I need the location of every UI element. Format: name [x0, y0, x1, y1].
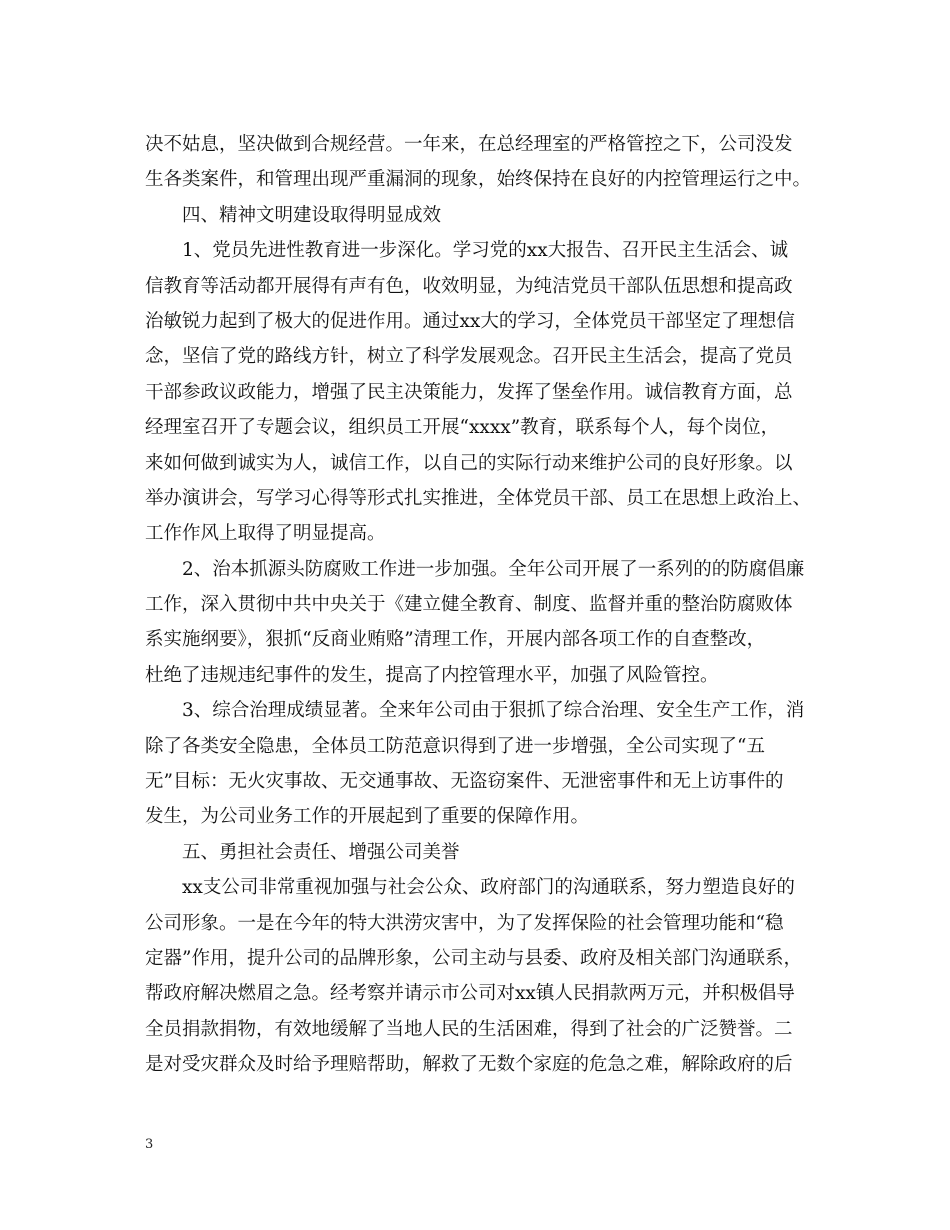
text-line: 定器”作用，提升公司的品牌形象，公司主动与县委、政府及相关部门沟通联系， [145, 947, 802, 969]
paragraph-start: xx支公司非常重视加强与社会公众、政府部门的沟通联系，努力塑造良好的 [182, 877, 795, 899]
text-line: 生各类案件，和管理出现严重漏洞的现象，始终保持在良好的内控管理运行之中。 [145, 169, 812, 191]
section-heading-5: 五、勇担社会责任、增强公司美誉 [182, 841, 460, 863]
text-line: 全员捐款捐物，有效地缓解了当地人民的生活困难，得到了社会的广泛赞誉。二 [145, 1018, 793, 1040]
text-line: 杜绝了违规违纪事件的发生，提高了内控管理水平，加强了风险管控。 [145, 664, 719, 686]
text-line: 经理室召开了专题会议，组织员工开展“xxxx”教育，联系每个人，每个岗位， [145, 417, 780, 439]
text-line: 治敏锐力起到了极大的促进作用。通过xx大的学习，全体党员干部坚定了理想信 [145, 310, 795, 332]
text-line: 来如何做到诚实为人，诚信工作，以自己的实际行动来维护公司的良好形象。以 [145, 452, 793, 474]
section-heading-4: 四、精神文明建设取得明显成效 [182, 204, 442, 226]
text-line: 举办演讲会，写学习心得等形式扎实推进，全体党员干部、员工在思想上政治上、 [145, 487, 812, 509]
document-body [145, 127, 810, 1083]
text-line: 除了各类安全隐患，全体员工防范意识得到了进一步增强，全公司实现了“五 [145, 735, 765, 757]
text-line: 信教育等活动都开展得有声有色，收效明显，为纯洁党员干部队伍思想和提高政 [145, 275, 793, 297]
paragraph-start: 2、治本抓源头防腐败工作进一步加强。全年公司开展了一系列的的防腐倡廉 [182, 558, 805, 580]
text-line: 是对受灾群众及时给予理赔帮助，解救了无数个家庭的危急之难，解除政府的后 [145, 1054, 793, 1076]
text-line: 公司形象。一是在今年的特大洪涝灾害中，为了发挥保险的社会管理功能和“稳 [145, 912, 784, 934]
page-number: 3 [145, 1137, 154, 1152]
text-line: 决不姑息，坚决做到合规经营。一年来，在总经理室的严格管控之下，公司没发 [145, 134, 793, 155]
text-line: 帮政府解决燃眉之急。经考察并请示市公司对xx镇人民捐款两万元，并积极倡导 [145, 983, 795, 1005]
text-line: 系实施纲要》，狠抓“反商业贿赂”清理工作，开展内部各项工作的自查整改， [145, 629, 766, 651]
text-line: 工作作风上取得了明显提高。 [145, 523, 386, 545]
paragraph-start: 1、党员先进性教育进一步深化。学习党的xx大报告、召开民主生活会、诚 [182, 240, 789, 262]
text-line: 工作，深入贯彻中共中央关于《建立健全教育、制度、监督并重的整治防腐败体 [145, 594, 793, 616]
text-line: 无”目标：无火灾事故、无交通事故、无盗窃案件、无泄密事件和无上访事件的 [145, 771, 784, 793]
text-line: 发生，为公司业务工作的开展起到了重要的保障作用。 [145, 806, 590, 828]
text-line: 念，坚信了党的路线方针，树立了科学发展观念。召开民主生活会，提高了党员 [145, 346, 793, 368]
paragraph-start: 3、综合治理成绩显著。全来年公司由于狠抓了综合治理、安全生产工作，消 [182, 700, 805, 722]
text-line: 干部参政议政能力，增强了民主决策能力，发挥了堡垒作用。诚信教育方面，总 [145, 381, 793, 403]
